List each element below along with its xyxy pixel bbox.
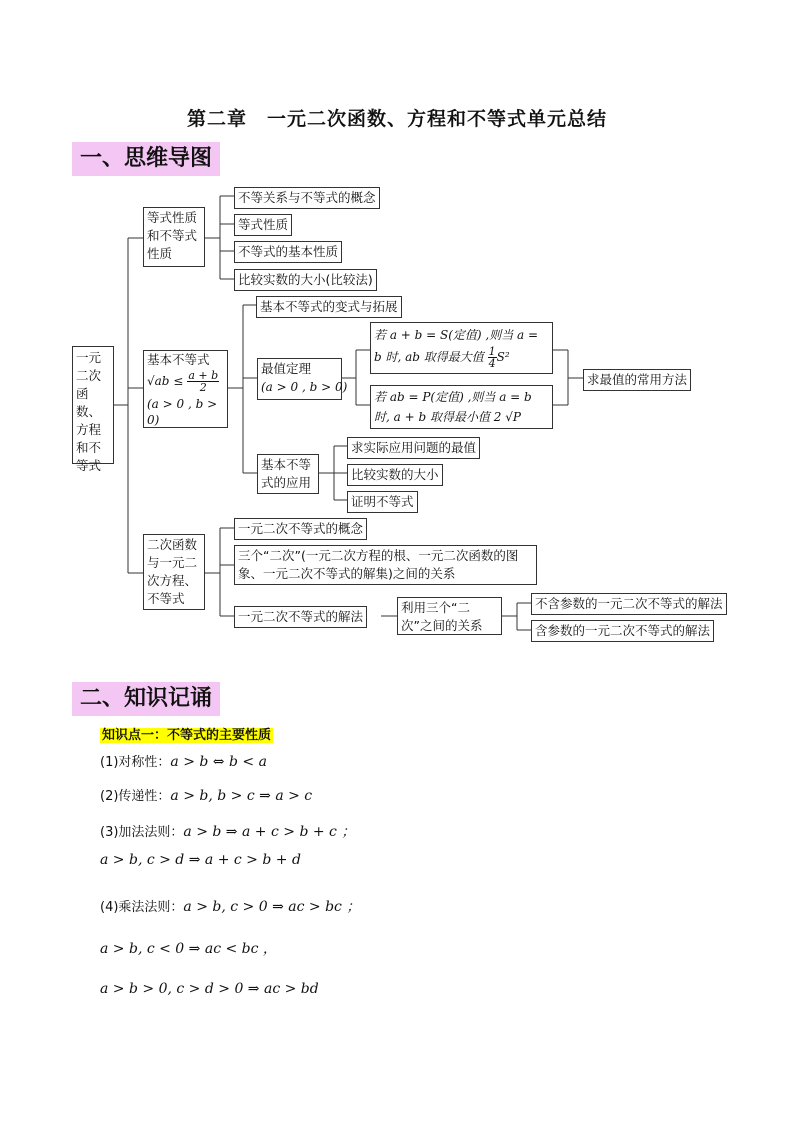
- formula-numerator: a + b: [188, 369, 219, 382]
- leaf-inequality-basic: 不等式的基本性质: [234, 241, 342, 263]
- leaf-compare-real: 比较实数的大小: [347, 464, 443, 486]
- leaf-concept: 不等关系与不等式的概念: [234, 187, 380, 209]
- rule-multiplication-neg: [100, 938, 277, 958]
- case-sum-fixed: [370, 322, 553, 374]
- rule-label: (3)加法法则：: [100, 825, 184, 840]
- case-prod-line2: 时, a + b 取得最小值 2 √P: [374, 410, 521, 424]
- section-heading-knowledge: 二、知识记诵: [72, 682, 220, 716]
- branch-properties: 等式性质和不等式性质: [143, 207, 205, 267]
- case-sum-num: 1: [488, 345, 496, 358]
- rule-expr: a > b, c > d ⇒ a + c > b + d: [100, 852, 301, 868]
- rule-label: (4)乘法法则：: [100, 900, 184, 915]
- leaf-three-quadratics: 三个“二次”(一元二次方程的根、一元二次函数的图象、一元二次不等式的解集)之间的关系: [234, 545, 537, 585]
- rule-label: (1)对称性：: [100, 755, 171, 770]
- case-product-fixed: [370, 385, 553, 429]
- section-heading-mindmap: 一、思维导图: [72, 142, 220, 176]
- rule-expr: a > b, c > 0 ⇒ ac > bc ；: [183, 899, 361, 915]
- leaf-variants: 基本不等式的变式与拓展: [256, 296, 402, 318]
- knowledge-point-label: 知识点一：不等式的主要性质: [102, 728, 272, 743]
- basic-inequality-condition: (a > 0 , b > 0): [147, 397, 218, 427]
- common-method: 求最值的常用方法: [583, 369, 691, 391]
- rule-label: (2)传递性：: [100, 789, 171, 804]
- rule-multiplication: [100, 896, 360, 916]
- case-sum-line1: 若 a + b = S(定值) ,则当 a =: [374, 328, 539, 342]
- leaf-with-param: 含参数的一元二次不等式的解法: [531, 620, 714, 642]
- mindmap-root: 一元二次函数、方程和不等式: [72, 346, 114, 464]
- basic-inequality-formula: √ab ≤: [147, 374, 184, 388]
- page-title: 第二章 一元二次函数、方程和不等式单元总结: [186, 108, 607, 130]
- leaf-prove: 证明不等式: [347, 491, 418, 513]
- rule-expr: a > b ⇔ b < a: [170, 754, 267, 770]
- basic-inequality-label: 基本不等式: [147, 352, 210, 367]
- formula-denominator: 2: [199, 381, 207, 394]
- branch-quadratic: 二次函数与一元二次方程、不等式: [143, 534, 205, 610]
- rule-expr: a > b, b > c ⇒ a > c: [170, 788, 313, 804]
- leaf-equality: 等式性质: [234, 214, 292, 236]
- case-sum-tail: S²: [496, 350, 510, 364]
- use-three-quadratics: 利用三个“二次”之间的关系: [397, 597, 502, 635]
- extreme-condition: (a > 0 , b > 0): [261, 380, 348, 394]
- knowledge-point-title: [100, 724, 273, 743]
- application-node: 基本不等式的应用: [257, 454, 319, 494]
- rule-symmetry: [100, 751, 267, 770]
- case-prod-line1: 若 ab = P(定值) ,则当 a = b: [374, 390, 532, 404]
- rule-addition-2: [100, 852, 301, 868]
- extreme-value-theorem: [257, 358, 348, 400]
- rule-transitivity: [100, 785, 312, 804]
- extreme-label: 最值定理: [261, 361, 312, 376]
- leaf-practical: 求实际应用问题的最值: [347, 437, 480, 459]
- rule-expr: a > b > 0, c > d > 0 ⇒ ac > bd: [100, 981, 319, 997]
- leaf-solve-method: 一元二次不等式的解法: [234, 606, 367, 628]
- case-sum-den: 4: [488, 357, 496, 370]
- rule-multiplication-pos: [100, 981, 319, 997]
- case-sum-line2: b 时, ab 取得最大值: [374, 350, 484, 364]
- leaf-no-param: 不含参数的一元二次不等式的解法: [531, 593, 727, 615]
- branch-basic-inequality: [143, 350, 228, 428]
- leaf-quad-concept: 一元二次不等式的概念: [234, 518, 367, 540]
- rule-addition: [100, 821, 355, 841]
- rule-expr: a > b ⇒ a + c > b + c ；: [183, 824, 356, 840]
- rule-expr: a > b, c < 0 ⇒ ac < bc ，: [100, 941, 277, 957]
- leaf-compare: 比较实数的大小(比较法): [234, 269, 377, 291]
